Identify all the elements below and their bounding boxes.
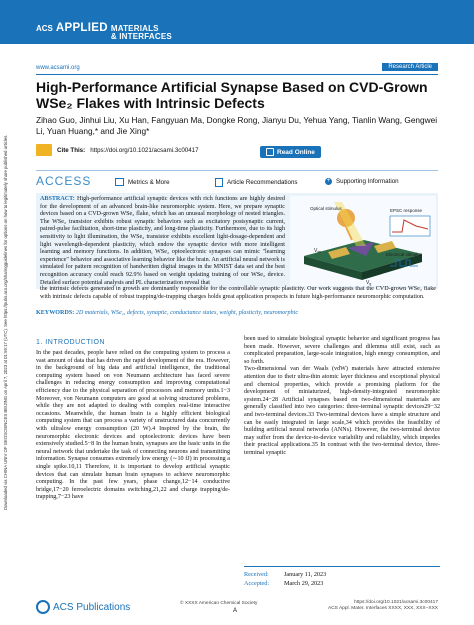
cite-label: Cite This: [57, 146, 86, 154]
read-online-label: Read Online [277, 148, 315, 156]
logo-acs: ACS [36, 24, 53, 33]
read-online-button[interactable] [260, 146, 321, 158]
logo-interfaces: & INTERFACES [110, 32, 172, 41]
accepted-date: March 29, 2023 [284, 580, 324, 587]
journal-url-link[interactable]: www.acsami.org [36, 65, 80, 71]
toc-graphic-svg [290, 196, 436, 286]
footer-doi-link[interactable]: https://doi.org/10.1021/acsami.3c00417 [353, 600, 438, 605]
page-number: A [233, 608, 238, 614]
acs-publications-logo[interactable] [36, 600, 130, 614]
fig-optical-label: Optical stimulus [310, 206, 342, 211]
cite-row [36, 144, 199, 156]
read-online-icon [266, 148, 274, 156]
fig-vds-label: $V_{ds}$ [314, 248, 322, 254]
intro-column-left: In the past decades, people have relied on the computing system to process a vast amount of data that has driven the rapid development of the era. However, in the background of big data and artificial intelligence, the traditional computing system based on von Neumann architecture has faced severe challenges in reducing energy consumption and improving computational efficiency due to the physical separation of processors and memory units.1−3 Moreover, von Neumann computers are good at solving structured problems, while they are not adapted to dealing with complex real-time interactive occasions. Meanwhile, the human brain is a highly efficient biological computing system that can process a variety of unstructured data concurrently with ultralow energy consumption (20 W).4 Inspired by the brain, the neuromorphic electronic devices and optoelectronic devices have been extensively studied.5−8 In the human brain, synapses are the basic units in the neural network that undertake the task of connecting neurons and transmitting information. Synapse consumes extremely low energy (∼10 fJ) in processing a single spike.10,11 Therefore, it is important to develop artificial synaptic devices that can simulate human brain synapses to achieve neuromorphic computing. In the past few years, phase change,12−14 conductive bridge,17−20 ferroelectric domains switching,21,22 and charge trapping/de-trapping,7−23 have [36, 350, 230, 501]
logo-applied: APPLIED [55, 22, 108, 34]
header-divider [36, 74, 438, 75]
article-recommendations-link[interactable] [215, 178, 298, 187]
keywords-label: KEYWORDS: [36, 310, 75, 316]
supporting-label: Supporting Information [336, 178, 399, 185]
publisher-name: ACS Publications [53, 601, 131, 613]
article-type-badge: Research Article [382, 63, 438, 71]
access-divider [36, 170, 438, 171]
metrics-more-link[interactable] [115, 178, 170, 186]
logo-materials: MATERIALS [110, 24, 159, 33]
journal-logo[interactable] [36, 22, 172, 41]
footer-doi [328, 600, 438, 612]
recommendations-label: Article Recommendations [227, 179, 298, 186]
received-label: Received: [244, 571, 269, 578]
received-date: January 11, 2023 [284, 571, 327, 578]
received-accepted-box [244, 566, 440, 588]
download-notice-text: Downloaded via CHINA UNIV OF GEOSCIENCES BEIJING on April 7, 2023 at 01:59:17 (UTC). See https://pubs.acs.org/sharingguidelines for options on how to legitimately share published articles. [3, 134, 8, 510]
copyright-text: © XXXX American Chemical Society [180, 601, 258, 606]
abstract-label: ABSTRACT: [40, 196, 75, 202]
abstract-body: High-performance artificial synaptic devices with rich functions are highly desired for the development of an advanced brain-like neuromorphic system. Here, we prepare synaptic devices based on a CVD-grown WSe₂ flake, which has an unusual morphology of nested triangles. The WSe₂ transistor exhibits robust synaptic behaviors such as excitatory postsynaptic current, paired-pulse facilitation, short-time plasticity, and long-time plasticity. Furthermore, due to its high sensitivity to light illumination, the WSe₂ transistor exhibits excellent light-dosage-dependent and light wavelength-dependent plasticity, which endow the synaptic device with more intelligent learning and memory functions. In addition, WSe₂ optoelectronic synapses can mimic "learning experience" behavior and associative learning behavior like the brain. An artificial neural network is simulated for pattern recognition of handwritten digital images in the MNIST data set and the best recognition accuracy could reach 92.9% based on weight updating training of our WSe₂ device. Detailed surface potential analysis and PL characterization reveal that [40, 196, 285, 286]
metrics-label: Metrics & More [128, 178, 170, 186]
fig-electrical-label: Electrical stimulus [386, 252, 423, 257]
section-heading-introduction: 1. INTRODUCTION [36, 339, 105, 346]
keywords-text: 2D materials, WSe₂, defects, synaptic, conductance states, weight, plasticity, neuromorphic [75, 310, 299, 316]
cite-icon [36, 144, 52, 156]
intro-column-right: been used to simulate biological synaptic behavior and significant progress has been made. However, severe challenges and dilemma still exist, such as complicated preparation, large-scale integration, high energy consumption, and so forth. Two-dimensional van der Waals (vdW) materials have attracted extensive attention due to their ultra-thin atomic layer thickness and exceptional physical and chemical properties, which provide a promising platform for the development of miniaturized, high-density-integrated neuromorphic system.24−28 Artificial synapses based on two-dimensional materials are generally classified into two categories: three-terminal synaptic devices29−32 and two-terminal devices.33 Two-terminal devices have a simple structure and can be easily integrated in large scale,34 which provides the feasibility of building artificial neural networks (ANNs). However, the two-terminal device may suffer from the device-to-device variability and reliability, which impedes their practical applications.35 In contrast with the two-terminal device, three-terminal synaptic [244, 336, 440, 456]
bar-chart-icon [115, 178, 124, 186]
supporting-information-link[interactable] [325, 178, 399, 185]
download-notice-sidebar [1, 134, 15, 510]
fig-epsc-label: EPSC response [390, 208, 423, 213]
doi-link[interactable]: https://doi.org/10.1021/acsami.3c00417 [90, 146, 199, 154]
plus-icon: + [326, 178, 331, 184]
toc-graphic [290, 196, 436, 286]
abstract-continued: the intrinsic defects generated in growth are dominantly responsible for the controllable synaptic plasticity. Our work suggests that the CVD-grown WSe₂ flake with intrinsic defects capable of robust trapping/de-trapping charges holds great application prospects in future high-performance neuromorphic computation. [40, 286, 436, 300]
fig-vg-label: $V_g$ [366, 280, 372, 286]
abstract-text [40, 196, 285, 287]
access-label: ACCESS [36, 174, 92, 188]
author-list: Zihao Guo, Jinhui Liu, Xu Han, Fangyuan Ma, Dongke Rong, Jianyu Du, Yehua Yang, Tianlin Wang, Gengwei Li, Yuan Huang,* and Jie Xing* [36, 115, 438, 136]
footer-journal-ref: ACS Appl. Mater. Interfaces XXXX, XXX, XXX−XXX [328, 606, 438, 611]
document-icon [215, 178, 223, 187]
acs-publications-icon [36, 600, 50, 614]
keywords [36, 310, 440, 318]
article-title: High-Performance Artificial Synapse Based on CVD-Grown WSe₂ Flakes with Intrinsic Defects [36, 79, 428, 111]
accepted-label: Accepted: [244, 580, 270, 587]
